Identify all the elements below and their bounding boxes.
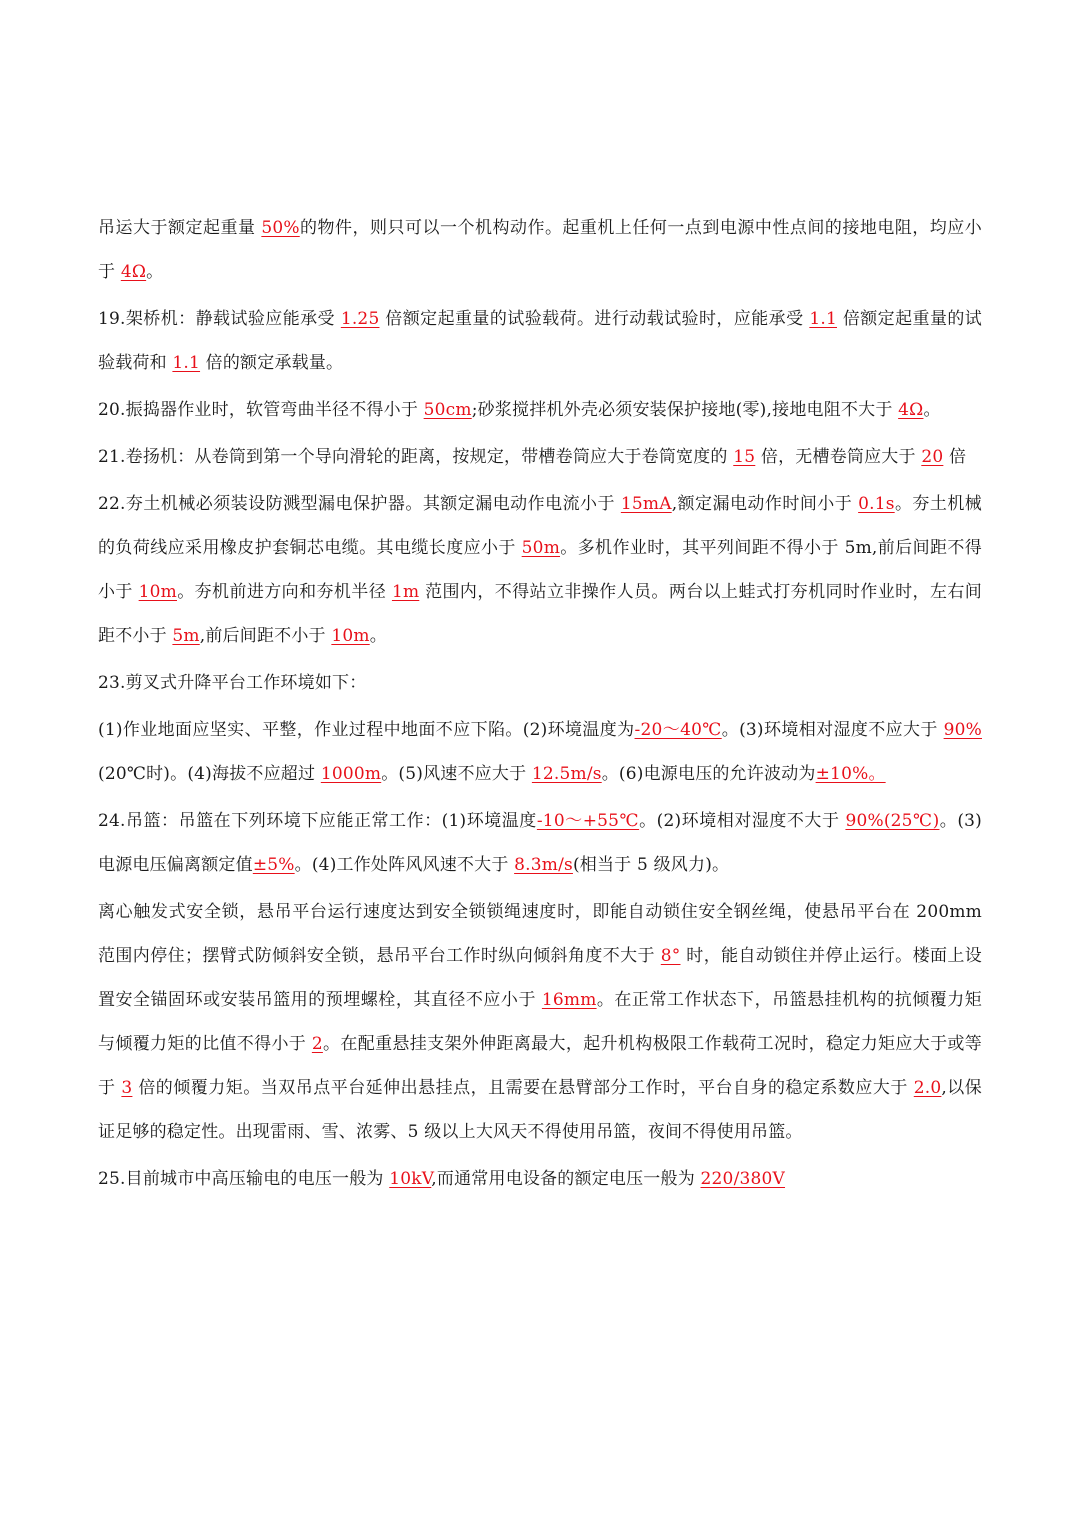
body-text: 时，能自动锁住并停止运行。楼面上设置安全锚固环或安装吊篮用的预埋螺栓，其直径不应小于 [98,946,982,1010]
body-text: 倍的倾覆力矩。当双吊点平台延伸出悬挂点，且需要在悬臂部分工作时，平台自身的稳定系数应大于 [132,1078,914,1098]
body-text: ,额定漏电动作时间小于 [671,494,859,514]
answer-text: 12.5m/s [531,764,602,784]
paragraph [98,388,982,432]
answer-text: 16mm [541,990,597,1010]
body-text: 。多机作业时，其平列间距不得小于 5m,前后间距不得小于 [98,538,982,602]
answer-text: 4Ω [898,400,924,420]
answer-text: 50% [261,218,300,238]
answer-text: 2.0 [913,1078,942,1098]
paragraph [98,482,982,658]
body-text: 21.卷扬机：从卷筒到第一个导向滑轮的距离，按规定，带槽卷筒应大于卷筒宽度的 [98,447,734,467]
body-text: 。(2)环境相对湿度不大于 [639,811,846,831]
body-text: ,而通常用电设备的额定电压一般为 [431,1169,701,1189]
body-text: 。 [923,400,941,420]
body-text: (1)作业地面应坚实、平整，作业过程中地面不应下陷。(2)环境温度为 [98,720,635,740]
body-text: (相当于 5 级风力)。 [572,855,730,875]
answer-text: 1m [391,582,420,602]
answer-text: 1000m [320,764,382,784]
answer-text: -10～+55℃ [536,811,640,831]
answer-text: 0.1s [858,494,895,514]
body-text: ,前后间距不小于 [199,626,332,646]
answer-text: 10m [331,626,370,646]
answer-text: 4Ω [120,262,147,282]
body-text: 。夯土机械的负荷线应采用橡皮护套铜芯电缆。其电缆长度应小于 [98,494,983,558]
answer-text: 1.25 [340,309,380,329]
body-text: 。(6)电源电压的允许波动为 [601,764,816,784]
body-text: 范围内，不得站立非操作人员。两台以上蛙式打夯机同时作业时，左右间距不小于 [98,582,982,646]
body-text: 19.架桥机：静载试验应能承受 [98,309,341,329]
body-text: 23.剪叉式升降平台工作环境如下： [98,673,367,693]
answer-text: ±5% [252,855,295,875]
body-text: 。(3)电源电压偏离额定值 [98,811,982,875]
body-text: 。(4)工作处阵风风速不大于 [294,855,515,875]
answer-text: 50m [521,538,561,558]
body-text: 。在正常工作状态下，吊篮悬挂机构的抗倾覆力矩与倾覆力矩的比值不得小于 [98,990,982,1054]
body-text: 倍额定起重量的试验载荷。进行动载试验时，应能承受 [379,309,810,329]
body-text: 。(3)环境相对湿度不应大于 [721,720,944,740]
answer-text: 8.3m/s [514,855,573,875]
body-text: 倍的额定承载量。 [200,353,344,373]
answer-text: 20 [921,447,944,467]
answer-text: 50cm [423,400,472,420]
body-text: (20℃时)。(4)海拔不应超过 [98,764,321,784]
answer-text: 15mA [620,494,672,514]
answer-text: 15 [733,447,756,467]
answer-text: 8° [660,946,681,966]
paragraph [98,708,982,796]
answer-text: 1.1 [809,309,837,329]
body-text: 倍 [943,447,967,467]
answer-text: 10kV [389,1169,432,1189]
body-text: 离心触发式安全锁，悬吊平台运行速度达到安全锁锁绳速度时，即能自动锁住安全钢丝绳，使悬吊平台在 200mm 范围内停住；摆臂式防倾斜安全锁，悬吊平台工作时纵向倾斜角度不大于 [98,902,982,966]
paragraph [98,297,982,385]
body-text: 吊运大于额定起重量 [98,218,262,238]
paragraph [98,890,982,1154]
body-text: 。夯机前进方向和夯机半径 [177,582,392,602]
body-text: 。 [369,626,387,646]
answer-text: 220/380V [700,1169,786,1189]
body-text: ;砂浆搅拌机外壳必须安装保护接地(零),接地电阻不大于 [471,400,899,420]
body-text: 。(5)风速不应大于 [381,764,532,784]
answer-text: 1.1 [172,353,201,373]
answer-text: 5m [172,626,200,646]
body-text: 。在配重悬挂支架外伸距离最大，起升机构极限工作载荷工况时，稳定力矩应大于或等于 [98,1034,982,1098]
paragraph [98,435,982,479]
body-text: 的物件，则只可以一个机构动作。起重机上任何一点到电源中性点间的接地电阻，均应小于 [98,218,982,282]
paragraph [98,1157,982,1201]
answer-text: 90% [943,720,982,740]
paragraph [98,799,982,887]
body-text: 22.夯土机械必须装设防溅型漏电保护器。其额定漏电动作电流小于 [98,494,621,514]
answer-text: 90%(25℃) [845,811,940,831]
answer-text: 3 [121,1078,133,1098]
body-text: 倍，无槽卷筒应大于 [755,447,922,467]
answer-text: ±10%。 [815,764,886,784]
body-text: ,以保证足够的稳定性。出现雷雨、雪、浓雾、5 级以上大风天不得使用吊篮，夜间不得使用吊篮。 [98,1078,982,1142]
answer-text: 2 [311,1034,323,1054]
paragraph [98,661,982,705]
body-text: 25.目前城市中高压输电的电压一般为 [98,1169,390,1189]
body-text: 。 [146,262,164,282]
answer-text: 10m [138,582,177,602]
body-text: 24.吊篮：吊篮在下列环境下应能正常工作：(1)环境温度 [98,811,537,831]
body-text: 倍额定起重量的试验载荷和 [98,309,982,373]
paragraph [98,206,982,294]
body-text: 20.振捣器作业时，软管弯曲半径不得小于 [98,400,424,420]
answer-text: -20～40℃ [634,720,722,740]
